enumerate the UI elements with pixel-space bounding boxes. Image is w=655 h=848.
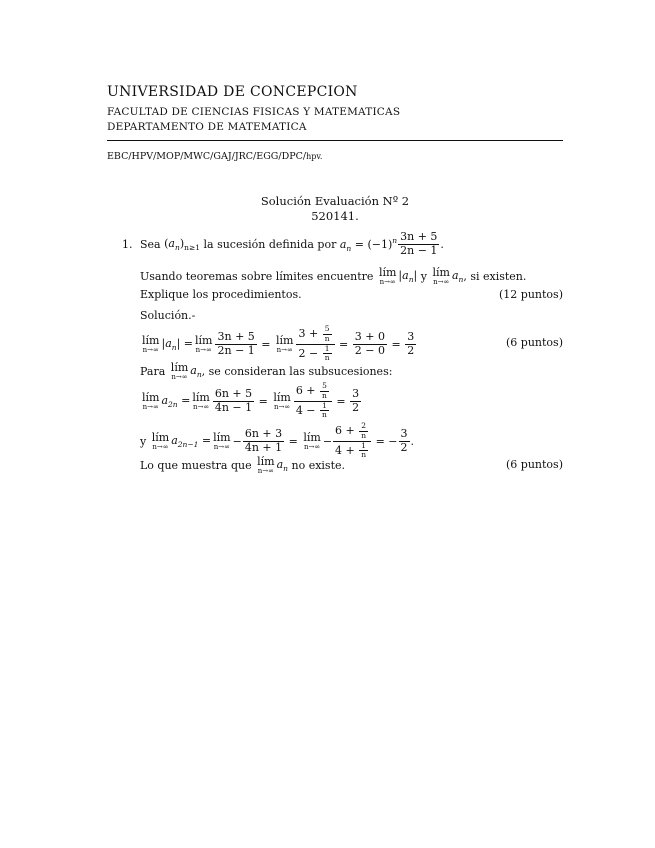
- line2-b: y: [420, 269, 427, 283]
- eq1-result: $\frac{3}{2}$: [407, 329, 415, 357]
- line2-c: , si existen.: [463, 269, 527, 283]
- sequence-notation: $(a_n)_{n\ge 1}$: [164, 236, 200, 252]
- sequence-fraction: [398, 231, 439, 257]
- faculty-name: FACULTAD DE CIENCIAS FISICAS Y MATEMATICAS: [107, 106, 401, 118]
- eq1-fraction-3: $\frac{3 + 0}{2 - 0}$: [354, 329, 385, 357]
- equation-2: lím n→∞ $a_{2n}$ = lím n→∞ $\frac{6n + 5}{4n - 1}$ = lím n→∞ 6 + $\frac{5}{n}$ 4 − $\frac{1}{n}$ = $\frac{3}{2}$: [142, 381, 360, 420]
- problem-line2: Usando teoremas sobre límites encuentre lím n→∞ $|a_n|$ y lím n→∞ $a_n$ , si existen.: [140, 265, 527, 286]
- equation-1: lím n→∞ $|a_n|$ = lím n→∞ $\frac{3n + 5}{2n - 1}$ = lím n→∞ 3 + $\frac{5}{n}$ 2 − $\frac{1}{n}$ = $\frac{3 + 0}{2 - 0}$ = $\frac{3}{2}$: [142, 324, 415, 363]
- seq-numerator: 3n + 5: [400, 229, 438, 243]
- conclusion-a: Lo que muestra que: [140, 458, 252, 472]
- authors-tail: hpv.: [306, 152, 323, 161]
- authors-line: [107, 151, 322, 162]
- statement-b: la sucesión definida por: [203, 237, 337, 251]
- limit-operator: lím n→∞: [142, 333, 160, 354]
- limit-operator: lím n→∞: [151, 430, 170, 451]
- points-part2: (6 puntos): [506, 458, 563, 471]
- equation-3: y lím n→∞ $a_{2n-1}$ = lím n→∞ − $\frac{6n + 3}{4n + 1}$ = lím n→∞ − 6 + $\frac{2}{n}$ 4 + $\frac{1}{n}$ = − $\frac{3}{2}$ .: [140, 421, 415, 460]
- eq2-result: $\frac{3}{2}$: [352, 386, 360, 414]
- limit-operator: lím n→∞: [195, 333, 213, 354]
- limit-operator: lím n→∞: [213, 430, 231, 451]
- limit-operator: lím n→∞: [276, 333, 294, 354]
- limit-operator: lím n→∞: [378, 265, 397, 286]
- y-word: y: [140, 434, 147, 448]
- university-name: UNIVERSIDAD DE CONCEPCION: [107, 84, 358, 100]
- eq3-fraction-2: 6 + $\frac{2}{n}$ 4 + $\frac{1}{n}$: [333, 422, 371, 460]
- statement-a: Sea: [140, 237, 161, 251]
- problem-statement: Sea $(a_n)_{n\ge 1}$ la sucesión definida por $a_n = (-1)^n$ $\frac{3n + 5}{2n - 1}$ .: [140, 229, 444, 257]
- doc-code: 520141.: [311, 209, 359, 223]
- an-equals: $a_n = (-1)^n$: [339, 235, 398, 253]
- limit-operator: lím n→∞: [303, 430, 321, 451]
- authors: EBC/HPV/MOP/MWC/GAJ/JRC/EGG/DPC/: [107, 151, 307, 162]
- limit-operator: lím n→∞: [273, 390, 291, 411]
- conclusion-line: Lo que muestra que lím n→∞ $a_n$ no existe.: [140, 454, 345, 475]
- conclusion-b: no existe.: [291, 458, 345, 472]
- eq1-fraction-2: 3 + $\frac{5}{n}$ 2 − $\frac{1}{n}$: [296, 325, 334, 363]
- eq2-fraction-1: $\frac{6n + 5}{4n - 1}$: [214, 386, 253, 414]
- eq1-fraction-1: $\frac{3n + 5}{2n - 1}$: [217, 329, 255, 357]
- para-a: Para: [140, 364, 166, 378]
- limit-operator: lím n→∞: [142, 390, 160, 411]
- eq2-fraction-2: 6 + $\frac{5}{n}$ 4 − $\frac{1}{n}$: [294, 382, 332, 420]
- para-b: , se consideran las subsucesiones:: [201, 364, 393, 378]
- problem-number: 1.: [122, 238, 133, 251]
- solution-label: Solución.-: [140, 309, 196, 322]
- header-rule: [107, 140, 563, 141]
- eq3-fraction-1: $\frac{6n + 3}{4n + 1}$: [244, 426, 283, 454]
- doc-title: Solución Evaluación Nº 2: [260, 194, 410, 208]
- problem-line3: Explique los procedimientos.: [140, 288, 302, 301]
- limit-operator: lím n→∞: [192, 390, 210, 411]
- eq3-result: $\frac{3}{2}$: [400, 426, 408, 454]
- line2-a: Usando teoremas sobre límites encuentre: [140, 269, 374, 283]
- department-name: DEPARTAMENTO DE MATEMATICA: [107, 121, 307, 133]
- seq-denominator: 2n − 1: [400, 243, 438, 257]
- points-total: (12 puntos): [499, 288, 563, 301]
- para-line: Para lím n→∞ $a_n$ , se consideran las subsucesiones:: [140, 360, 393, 381]
- limit-operator: lím n→∞: [432, 265, 450, 286]
- limit-operator: lím n→∞: [257, 454, 275, 475]
- limit-operator: lím n→∞: [170, 360, 189, 381]
- points-part1: (6 puntos): [506, 336, 563, 349]
